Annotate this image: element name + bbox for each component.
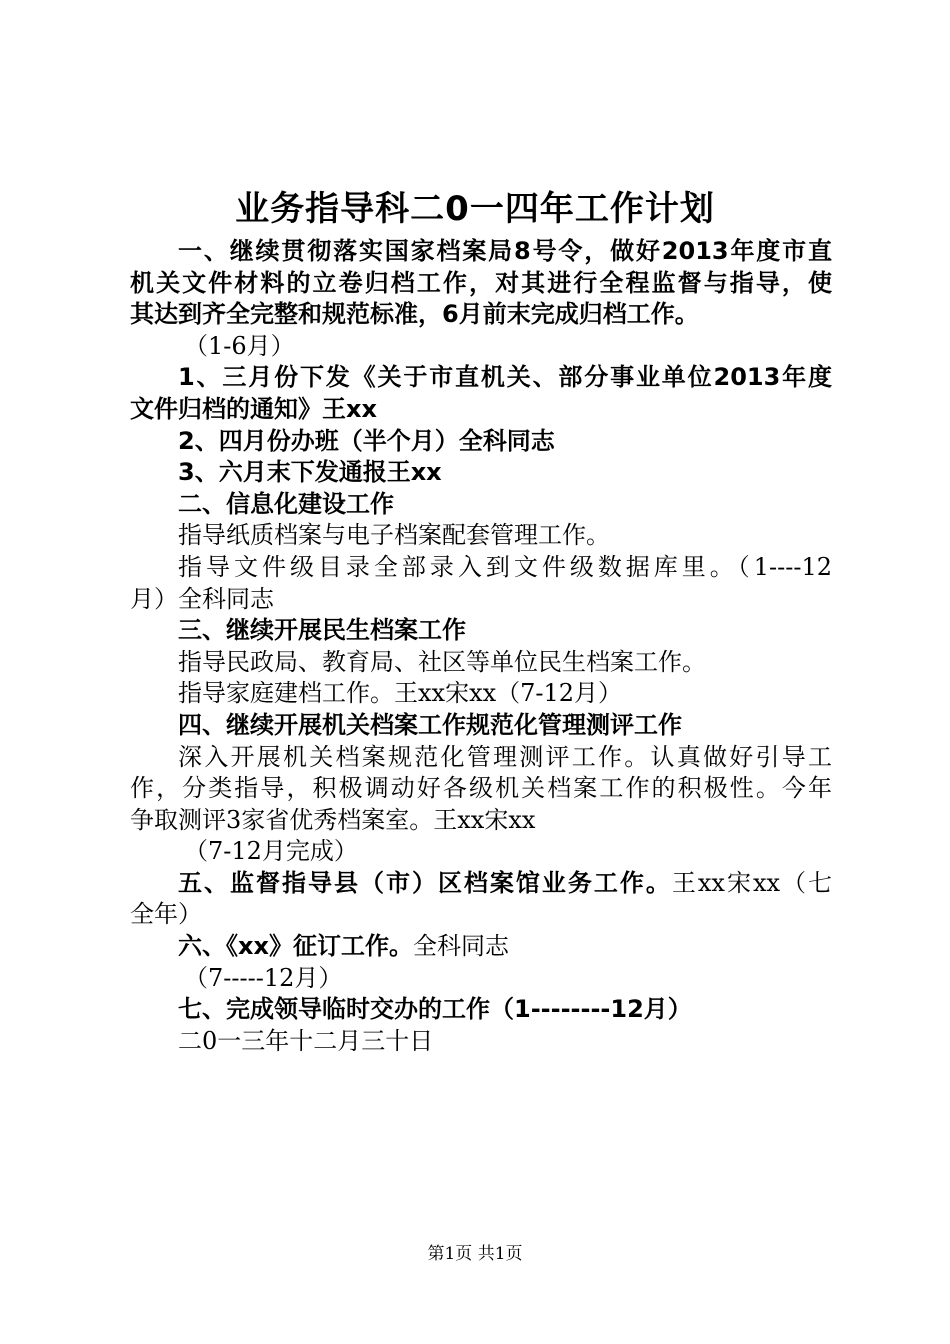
- section-6-period: （7-----12月）: [184, 963, 343, 992]
- section-3-line-2: 指导家庭建档工作。王xx宋xx（7-12月）: [178, 679, 623, 708]
- item-3: 3、六月末下发通报王xx: [178, 458, 442, 487]
- section-7-heading: 七、完成领导临时交办的工作（1--------12月）: [178, 995, 692, 1024]
- section-5-line-1: [130, 868, 832, 900]
- section-1-period: （1-6月）: [184, 331, 295, 360]
- section-4-line-1: 深入开展机关档案规范化管理测评工作。认真做好引导工: [178, 742, 832, 771]
- section-2-line-2: 指导文件级目录全部录入到文件级数据库里。（1----12: [178, 552, 832, 581]
- section-3-heading: 三、继续开展民生档案工作: [178, 616, 466, 645]
- document-date: 二0一三年十二月三十日: [178, 1026, 434, 1055]
- section-1-line-2: 机关文件材料的立卷归档工作，对其进行全程监督与指导，使: [130, 268, 832, 297]
- document-title: 业务指导科二0一四年工作计划: [235, 189, 715, 229]
- section-1-line-1: 一、继续贯彻落实国家档案局8号令，做好2013年度市直: [178, 237, 832, 265]
- item-1-line-2: 文件归档的通知》王xx: [130, 394, 377, 423]
- section-2-heading: 二、信息化建设工作: [178, 489, 394, 518]
- section-5-line-2: 全年）: [130, 900, 202, 929]
- section-3-line-1: 指导民政局、教育局、社区等单位民生档案工作。: [178, 647, 706, 676]
- section-4-line-3: 争取测评3家省优秀档案室。王xx宋xx: [130, 805, 536, 834]
- section-5-heading: 五、监督指导县（市）区档案馆业务工作。: [178, 868, 672, 897]
- page-footer: 第1页 共1页: [427, 1244, 523, 1264]
- section-4-line-2: 作，分类指导，积极调动好各级机关档案工作的积极性。今年: [130, 774, 832, 803]
- section-2-line-3: 月）全科同志: [130, 584, 274, 613]
- item-2: 2、四月份办班（半个月）全科同志: [178, 426, 555, 455]
- section-4-heading: 四、继续开展机关档案工作规范化管理测评工作: [178, 710, 682, 739]
- section-2-line-1: 指导纸质档案与电子档案配套管理工作。: [178, 521, 610, 550]
- section-6-heading: 六、《xx》征订工作。: [178, 932, 413, 961]
- item-1-line-1: 1、三月份下发《关于市直机关、部分事业单位2013年度: [178, 363, 832, 392]
- section-6-line-1: [130, 931, 832, 963]
- section-4-period: （7-12月完成）: [184, 837, 358, 866]
- document-body: [130, 236, 832, 1057]
- section-6-owner: 全科同志: [412, 932, 509, 961]
- section-5-owner: 王xx宋xx（七: [671, 868, 832, 897]
- section-1-line-3: 其达到齐全完整和规范标准，6月前末完成归档工作。: [130, 300, 699, 329]
